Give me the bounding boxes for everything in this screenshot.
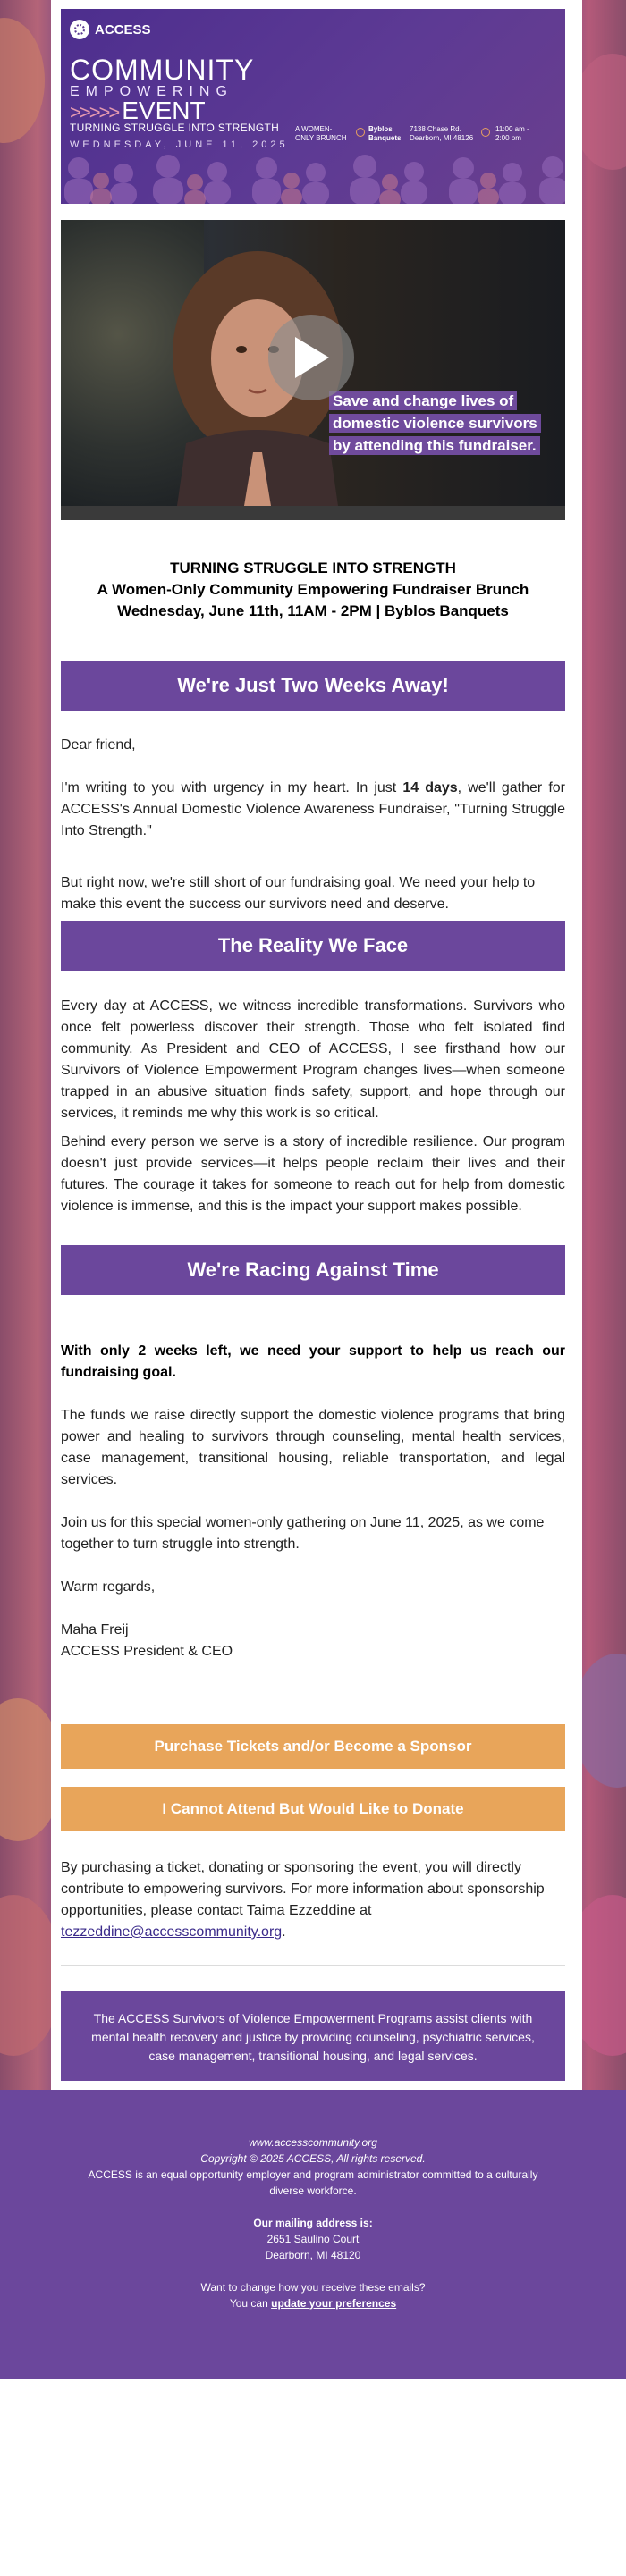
intro-line1: TURNING STRUGGLE INTO STRENGTH — [170, 560, 456, 577]
footer-website[interactable]: www.accesscommunity.org — [249, 2136, 377, 2149]
venue-address — [410, 125, 473, 143]
reality-paragraph-1: Every day at ACCESS, we witness incredible transformations. Survivors who once felt powerless discover their strength. Those who felt isolated find community. As President and CEO of ACCESS, I see firsthand how our Survivors of Violence Empowerment Program changes lives—when someone trapped in an abusive situation finds safety, support, and hope through our services, it reminds me why this work is so critical. — [61, 998, 565, 1121]
signer-name: Maha Freij — [61, 1622, 129, 1637]
contact-paragraph — [61, 1857, 565, 1943]
hero-event-word: EVENT — [122, 97, 206, 124]
address-line2: Dearborn, MI 48126 — [410, 134, 474, 142]
access-logo-icon — [70, 20, 89, 39]
brand-name: ACCESS — [95, 21, 151, 38]
time-line1: 11:00 am - — [495, 125, 529, 133]
purchase-tickets-button[interactable]: Purchase Tickets and/or Become a Sponsor — [61, 1724, 565, 1769]
hero-banner — [61, 9, 565, 204]
signer-title: ACCESS President & CEO — [61, 1644, 233, 1659]
address-line1: 7138 Chase Rd. — [410, 125, 461, 133]
contact-period: . — [282, 1924, 286, 1940]
intro-line2: A Women-Only Community Empowering Fundraiser Brunch — [97, 581, 529, 598]
clock-icon — [481, 128, 490, 137]
play-button[interactable] — [268, 315, 354, 400]
venue-line2: Banquets — [368, 134, 402, 142]
hero-title-empowering: EMPOWERING — [70, 84, 233, 99]
caption-line2: domestic violence survivors — [329, 414, 541, 433]
hero-date: WEDNESDAY, JUNE 11, 2025 — [70, 139, 289, 150]
video-player[interactable] — [61, 220, 565, 520]
update-preferences-link[interactable]: update your preferences — [271, 2297, 397, 2310]
join-paragraph: Join us for this special women-only gathering on June 11, 2025, as we come together to turn struggle into strength. — [61, 1515, 545, 1552]
crowd-silhouette-decoration — [61, 150, 565, 204]
urgency-days: 14 days — [402, 780, 458, 796]
hero-tagline: TURNING STRUGGLE INTO STRENGTH — [70, 122, 280, 134]
greeting: Dear friend, — [61, 737, 136, 753]
footer-eeo-statement: ACCESS is an equal opportunity employer and program administrator committed to a culturally diverse workforce. — [88, 2168, 538, 2197]
hero-title-event — [70, 98, 206, 123]
contact-text: By purchasing a ticket, donating or sponsoring the event, you will directly contribute to empowering survivors. For more information about sponsorship opportunities, please contact Taima Ezzeddine at — [61, 1860, 545, 1918]
goal-paragraph: With only 2 weeks left, we need your support to help us reach our fundraising goal. — [61, 1343, 565, 1380]
section-heading-two-weeks: We're Just Two Weeks Away! — [61, 661, 565, 711]
preferences-line — [61, 2295, 565, 2311]
venue-label — [368, 125, 401, 143]
bottom-whitespace — [0, 2379, 626, 2576]
urgency-paragraph — [61, 778, 565, 842]
venue-line1: Byblos — [368, 125, 393, 133]
signature — [61, 1620, 565, 1663]
mailing-street: 2651 Saulino Court — [266, 2233, 360, 2245]
shortfall-paragraph: But right now, we're still short of our fundraising goal. We need your help to make this event the success our survivors need and deserve. — [61, 875, 536, 912]
divider — [61, 1965, 565, 1966]
intro-line3: Wednesday, June 11th, 11AM - 2PM | Byblos Banquets — [117, 602, 509, 619]
program-info-box: The ACCESS Survivors of Violence Empowerment Programs assist clients with mental health recovery and justice by providing counseling, psychiatric services, case management, transitional housing, and legal services. — [61, 1991, 565, 2081]
reality-paragraph-2: Behind every person we serve is a story of incredible resilience. Our program doesn't just provide services—it helps people reclaim their lives and their futures. The courage it takes for someone to reach out for help from domestic violence is immense, and this is the impact your support makes possible. — [61, 1134, 565, 1214]
closing: Warm regards, — [61, 1579, 156, 1595]
footer — [61, 2134, 565, 2311]
video-controls-bar[interactable] — [61, 506, 565, 520]
contact-email-link[interactable]: tezzeddine@accesscommunity.org — [61, 1924, 283, 1940]
time-line2: 2:00 pm — [495, 134, 521, 142]
caption-line1: Save and change lives of — [329, 391, 517, 410]
urgency-text-after: , we'll gather for ACCESS's Annual Domestic Violence Awareness Fundraiser, "Turning Struggle Into Strength." — [61, 780, 565, 838]
urgency-text-before: I'm writing to you with urgency in my heart. In just — [61, 780, 403, 796]
section-heading-reality: The Reality We Face — [61, 921, 565, 971]
brunch-line2: ONLY BRUNCH — [295, 134, 347, 142]
location-pin-icon — [356, 128, 365, 137]
funds-paragraph: The funds we raise directly support the domestic violence programs that bring power and healing to survivors through counseling, mental health services, case management, transitional housing, reliable transportation, and legal services. — [61, 1408, 565, 1487]
play-icon — [292, 335, 331, 380]
intro-heading — [61, 558, 565, 622]
access-logo — [70, 20, 151, 39]
arrows-decoration: >>>>> — [70, 101, 119, 123]
mailing-city: Dearborn, MI 48120 — [265, 2249, 361, 2261]
preferences-you-can: You can — [229, 2297, 272, 2310]
hero-title-community: COMMUNITY — [70, 54, 255, 86]
brunch-line1: A WOMEN- — [295, 125, 333, 133]
footer-copyright: Copyright © 2025 ACCESS, All rights reserved. — [200, 2152, 426, 2165]
section-heading-racing: We're Racing Against Time — [61, 1245, 565, 1295]
preferences-prompt: Want to change how you receive these emails? — [200, 2281, 426, 2294]
mailing-address-label: Our mailing address is: — [253, 2217, 373, 2229]
event-time — [495, 125, 529, 143]
video-caption — [329, 390, 541, 457]
caption-line3: by attending this fundraiser. — [329, 436, 540, 455]
donate-button[interactable]: I Cannot Attend But Would Like to Donate — [61, 1787, 565, 1831]
brunch-label — [295, 125, 347, 143]
